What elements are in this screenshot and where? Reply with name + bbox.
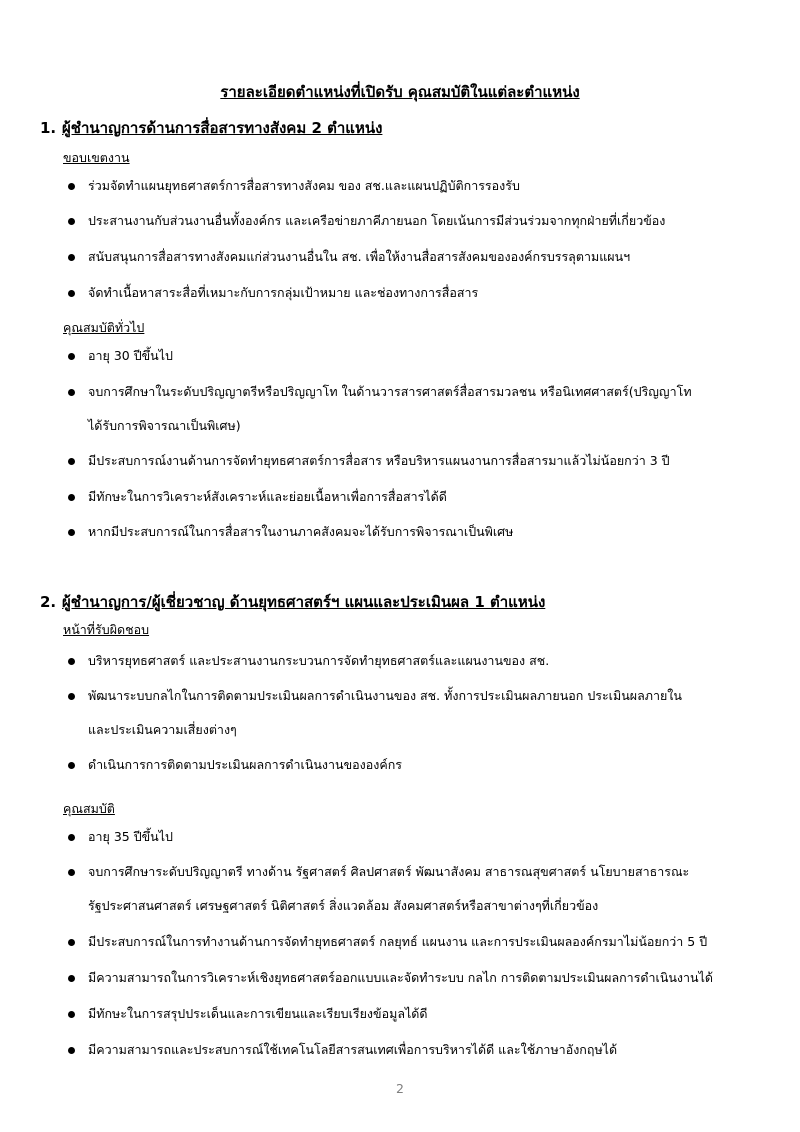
bullet-icon: [68, 939, 75, 946]
bullet-icon: [68, 389, 75, 396]
bullet-icon: [68, 458, 75, 465]
list-item-text: มีประสบการณ์งานด้านการจัดทำยุทธศาสตร์การสื่อสาร หรือบริหารแผนงานการสื่อสารมาแล้วไม่น้อยกว่า 3 ปี: [88, 453, 670, 468]
bullet-icon: [68, 834, 75, 841]
bullet-icon: [68, 975, 75, 982]
document-title: รายละเอียดตำแหน่งที่เปิดรับ คุณสมบัติในแต่ละตำแหน่ง: [220, 83, 580, 101]
bullet-icon: [68, 183, 75, 190]
page-number: 2: [396, 1081, 404, 1096]
section-1-title: ผู้ชำนาญการด้านการสื่อสารทางสังคม 2 ตำแหน่ง: [62, 119, 383, 137]
list-item-text-continued: ได้รับการพิจารณาเป็นพิเศษ): [88, 418, 241, 433]
bullet-icon: [68, 1047, 75, 1054]
list-item-text: มีความสามารถในการวิเคราะห์เชิงยุทธศาสตร์ออกแบบและจัดทำระบบ กลไก การติดตามประเมินผลการดำเนินงานได้: [88, 970, 713, 985]
list-item-text: อายุ 30 ปีขึ้นไป: [88, 348, 173, 363]
section-2-number: 2.: [40, 593, 57, 611]
bullet-icon: [68, 218, 75, 225]
list-item-text: จบการศึกษาระดับปริญญาตรี ทางด้าน รัฐศาสตร์ ศิลปศาสตร์ พัฒนาสังคม สาธารณสุขศาสตร์ นโยบายสาธารณะ: [88, 864, 690, 879]
list-item-text: พัฒนาระบบกลไกในการติดตามประเมินผลการดำเนินงานของ สช. ทั้งการประเมินผลภายนอก ประเมินผลภายใน: [88, 688, 682, 703]
bullet-icon: [68, 254, 75, 261]
section-2-title: ผู้ชำนาญการ/ผู้เชี่ยวชาญ ด้านยุทธศาสตร์ฯ แผนและประเมินผล 1 ตำแหน่ง: [62, 593, 546, 611]
bullet-icon: [68, 869, 75, 876]
bullet-icon: [68, 290, 75, 297]
list-item-text-continued: และประเมินความเสี่ยงต่างๆ: [88, 722, 237, 737]
section-1-heading: [40, 116, 382, 140]
list-item-text: มีประสบการณ์ในการทำงานด้านการจัดทำยุทธศาสตร์ กลยุทธ์ แผนงาน และการประเมินผลองค์กรมาไม่น้อยกว่า 5 ปี: [88, 934, 708, 949]
bullet-icon: [68, 658, 75, 665]
list-item-text: บริหารยุทธศาสตร์ และประสานงานกระบวนการจัดทำยุทธศาสตร์และแผนงานของ สช.: [88, 653, 550, 668]
list-item-text-continued: รัฐประศาสนศาสตร์ เศรษฐศาสตร์ นิติศาสตร์ สิ่งแวดล้อม สังคมศาสตร์หรือสาขาต่างๆที่เกี่ยวข้อง: [88, 898, 599, 913]
section-2-heading: [40, 590, 545, 614]
bullet-icon: [68, 693, 75, 700]
list-item-text: ดำเนินการการติดตามประเมินผลการดำเนินงานขององค์กร: [88, 757, 402, 772]
bullet-icon: [68, 494, 75, 501]
section-1-number: 1.: [40, 119, 57, 137]
list-item-text: ร่วมจัดทำแผนยุทธศาสตร์การสื่อสารทางสังคม ของ สช.และแผนปฏิบัติการรองรับ: [88, 178, 520, 193]
list-item-text: หากมีประสบการณ์ในการสื่อสารในงานภาคสังคมจะได้รับการพิจารณาเป็นพิเศษ: [88, 524, 514, 539]
list-item-text: จัดทำเนื้อหาสาระสื่อที่เหมาะกับการกลุ่มเป้าหมาย และช่องทางการสื่อสาร: [88, 285, 479, 300]
list-item-text: มีทักษะในการสรุปประเด็นและการเขียนและเรียบเรียงข้อมูลได้ดี: [88, 1006, 428, 1021]
section-2-responsibility-label: หน้าที่รับผิดชอบ: [63, 622, 150, 637]
section-2-qualification-label: คุณสมบัติ: [63, 801, 115, 816]
list-item-text: มีทักษะในการวิเคราะห์สังเคราะห์และย่อยเนื้อหาเพื่อการสื่อสารได้ดี: [88, 489, 447, 504]
bullet-icon: [68, 762, 75, 769]
bullet-icon: [68, 1011, 75, 1018]
bullet-icon: [68, 353, 75, 360]
section-1-qualification-label: คุณสมบัติทั่วไป: [63, 320, 145, 335]
bullet-icon: [68, 529, 75, 536]
section-1-scope-label: ขอบเขตงาน: [63, 150, 130, 165]
list-item-text: อายุ 35 ปีขึ้นไป: [88, 829, 173, 844]
list-item-text: สนับสนุนการสื่อสารทางสังคมแก่ส่วนงานอื่นใน สช. เพื่อให้งานสื่อสารสังคมขององค์กรบรรลุตามแผนฯ: [88, 249, 631, 264]
list-item-text: จบการศึกษาในระดับปริญญาตรีหรือปริญญาโท ในด้านวารสารศาสตร์สื่อสารมวลชน หรือนิเทศศาสตร์(ปริญญาโท: [88, 384, 692, 399]
list-item-text: ประสานงานกับส่วนงานอื่นทั้งองค์กร และเครือข่ายภาคีภายนอก โดยเน้นการมีส่วนร่วมจากทุกฝ่ายที่เกี่ยวข้อง: [88, 213, 666, 228]
list-item-text: มีความสามารถและประสบการณ์ใช้เทคโนโลยีสารสนเทศเพื่อการบริหารได้ดี และใช้ภาษาอังกฤษได้: [88, 1042, 618, 1057]
